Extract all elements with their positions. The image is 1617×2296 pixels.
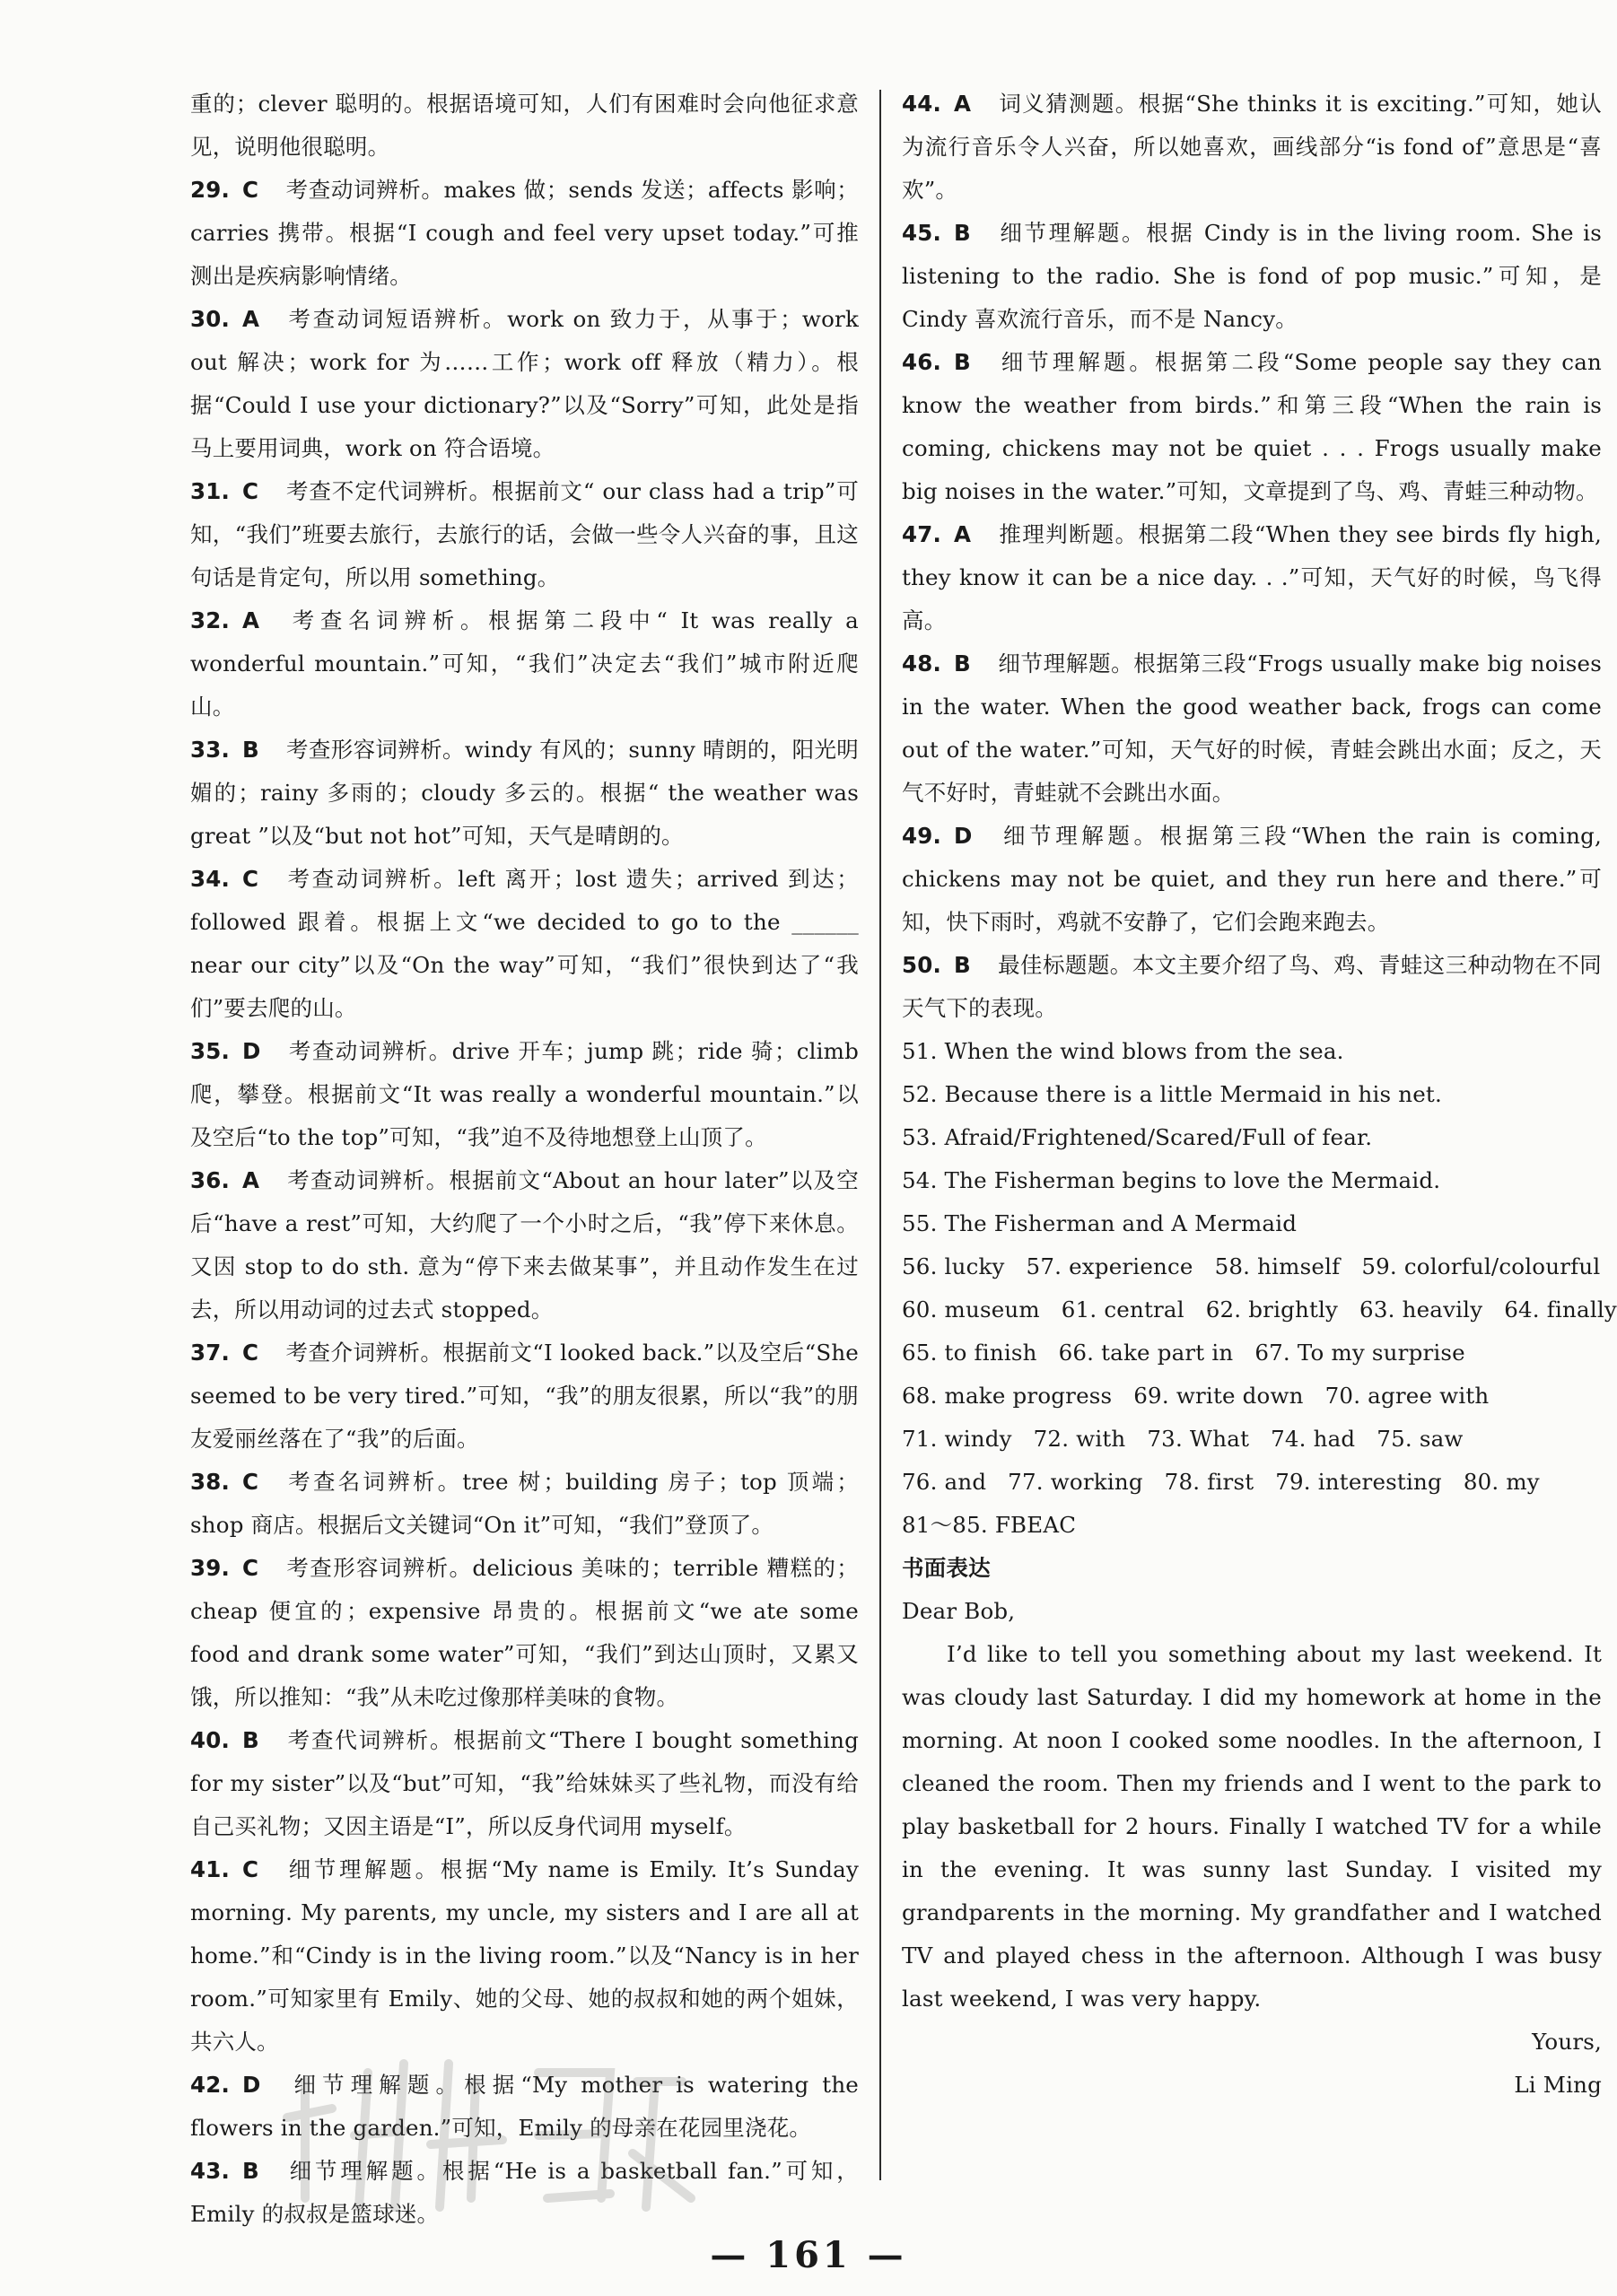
- answer-letter: A: [242, 1167, 260, 1193]
- answer-item: [190, 83, 859, 169]
- answer-item: [902, 642, 1602, 815]
- letter-closing: Yours,: [1532, 2029, 1602, 2055]
- answer-item: [190, 1848, 859, 2064]
- answer-letter: A: [242, 306, 260, 332]
- answer-letter: D: [242, 1038, 261, 1064]
- answer-item: [190, 1547, 859, 1719]
- answer-letter: C: [242, 177, 259, 203]
- answer-text: 细节理解题。根据第二段“Some people say they can know the weather from birds.”和第三段“When the rain is coming, chickens may not be quiet . . . Frogs usually make big noises in the water.”可知，文章提到了鸟、鸡、青蛙三种动物。: [902, 349, 1602, 504]
- short-answer: 55. The Fisherman and A Mermaid: [902, 1210, 1298, 1236]
- answer-item: [190, 298, 859, 470]
- answer-text: 考查不定代词辨析。根据前文“ our class had a trip”可知，“我们”班要去旅行，去旅行的话，会做一些令人兴奋的事，且这句话是肯定句，所以用 something。: [190, 478, 859, 590]
- answer-text: 细节理解题。根据 Cindy is in the living room. She is listening to the radio. She is fond of pop music.”可知，是 Cindy 喜欢流行音乐，而不是 Nancy。: [902, 220, 1602, 332]
- answer-text: 考查动词辨析。根据前文“About an hour later”以及空后“have a rest”可知，大约爬了一个小时之后，“我”停下来休息。又因 stop to do sth. 意为“停下来去做某事”，并且动作发生在过去，所以用动词的过去式 stopped。: [190, 1167, 859, 1323]
- question-number: 45.: [902, 220, 942, 246]
- left-column: [190, 83, 859, 2236]
- word-answer-row: 60. museum 61. central 62. brightly 63. heavily 64. finally: [902, 1296, 1617, 1323]
- answer-item: [190, 599, 859, 729]
- answer-item: [190, 1461, 859, 1547]
- answer-letter: C: [242, 478, 259, 504]
- answer-item: [902, 513, 1602, 642]
- question-number: 36.: [190, 1167, 231, 1193]
- answer-item: [190, 470, 859, 599]
- answer-text: 细节理解题。根据“My mother is watering the flowers in the garden.”可知，Emily 的母亲在花园里浇花。: [190, 2072, 859, 2141]
- answer-item: [190, 2064, 859, 2150]
- answer-text: 词义猜测题。根据“She thinks it is exciting.”可知，她认为流行音乐令人兴奋，所以她喜欢，画线部分“is fond of”意思是“喜欢”。: [902, 91, 1602, 203]
- answer-letter: B: [954, 650, 971, 677]
- question-number: 34.: [190, 866, 231, 892]
- answer-text: 细节理解题。根据第三段“Frogs usually make big noises in the water. When the good weather back, frogs can come out of the water.”可知，天气好的时候，青蛙会跳出水面；反之，天气不好时，青蛙就不会跳出水面。: [902, 650, 1602, 806]
- answer-letter: B: [954, 220, 971, 246]
- answer-item: [190, 1331, 859, 1461]
- word-answer-row: 71. windy 72. with 73. What 74. had 75. saw: [902, 1426, 1464, 1452]
- letter-body: I’d like to tell you something about my last weekend. It was cloudy last Saturday. I did my homework at home in the morning. At noon I cooked some noodles. In the afternoon, I cleaned the room. Then my friends and I went to the park to play basketball for 2 hours. Finally I watched TV for a while in the evening. It was sunny last Sunday. I visited my grandparents in the morning. My grandfather and I watched TV and played chess in the afternoon. Although I was busy last weekend, I was very happy.: [902, 1641, 1602, 2012]
- answer-text: 考查动词辨析。drive 开车；jump 跳；ride 骑；climb 爬，攀登。根据前文“It was really a wonderful mountain.”以及空后“to the top”可知，“我”迫不及待地想登上山顶了。: [190, 1038, 859, 1150]
- answer-item: [902, 341, 1602, 513]
- answer-item: [902, 212, 1602, 341]
- answer-letter: C: [242, 1340, 259, 1366]
- question-number: 44.: [902, 91, 942, 117]
- answer-letter: C: [242, 1555, 259, 1581]
- answer-item: [190, 169, 859, 298]
- answer-text: 细节理解题。根据第三段“When the rain is coming, chickens may not be quiet, and they run here and there.”可知，快下雨时，鸡就不安静了，它们会跑来跑去。: [902, 823, 1602, 935]
- answer-text: 考查动词短语辨析。work on 致力于，从事于；work out 解决；work for 为……工作；work off 释放（精力）。根据“Could I use your dictionary?”以及“Sorry”可知，此处是指马上要用词典，work on 符合语境。: [190, 306, 859, 461]
- answer-text: 考查形容词辨析。delicious 美味的；terrible 糟糕的；cheap 便宜的；expensive 昂贵的。根据前文“we ate some food and drank some water”可知，“我们”到达山顶时，又累又饿，所以推知：“我”从未吃过像那样美味的食物。: [190, 1555, 859, 1710]
- answer-text: 考查动词辨析。left 离开；lost 遗失；arrived 到达；followed 跟着。根据上文“we decided to go to the ______ near our city”以及“On the way”可知，“我们”很快到达了“我们”要去爬的山。: [190, 866, 859, 1021]
- question-number: 49.: [902, 823, 942, 849]
- answer-text: 考查介词辨析。根据前文“I looked back.”以及空后“She seemed to be very tired.”可知，“我”的朋友很累，所以“我”的朋友爱丽丝落在了“我”的后面。: [190, 1340, 859, 1452]
- question-number: 48.: [902, 650, 942, 677]
- word-answer-row: 65. to finish 66. take part in 67. To my surprise: [902, 1340, 1465, 1366]
- answer-item: [190, 729, 859, 858]
- answer-letter: B: [242, 2158, 259, 2184]
- writing-section-title: 书面表达: [902, 1555, 991, 1581]
- answer-text: 考查形容词辨析。windy 有风的；sunny 晴朗的，阳光明媚的；rainy 多雨的；cloudy 多云的。根据“ the weather was great ”以及“but not hot”可知，天气是晴朗的。: [190, 737, 859, 849]
- short-answer: 51. When the wind blows from the sea.: [902, 1038, 1344, 1064]
- answer-letter: B: [954, 952, 971, 978]
- answer-letter: A: [242, 607, 260, 633]
- answer-letter: B: [954, 349, 971, 375]
- short-answer: 53. Afraid/Frightened/Scared/Full of fear.: [902, 1124, 1373, 1150]
- answer-item: [190, 858, 859, 1030]
- question-number: 38.: [190, 1469, 231, 1495]
- answer-letter: C: [242, 1469, 259, 1495]
- answer-text: 重的；clever 聪明的。根据语境可知，人们有困难时会向他征求意见，说明他很聪明。: [190, 91, 859, 160]
- answer-item: [190, 1030, 859, 1159]
- page-number: — 161 —: [710, 2234, 907, 2276]
- question-number: 41.: [190, 1856, 231, 1882]
- question-number: 47.: [902, 521, 942, 547]
- answer-letter: B: [242, 1727, 259, 1753]
- letter-greeting: Dear Bob,: [902, 1598, 1016, 1624]
- answer-letter: D: [954, 823, 973, 849]
- question-number: 35.: [190, 1038, 231, 1064]
- answer-text: 考查动词辨析。makes 做；sends 发送；affects 影响；carries 携带。根据“I cough and feel very upset today.”可推测出是疾病影响情绪。: [190, 177, 859, 289]
- question-number: 32.: [190, 607, 231, 633]
- answer-text: 最佳标题题。本文主要介绍了鸟、鸡、青蛙这三种动物在不同天气下的表现。: [902, 952, 1602, 1021]
- question-number: 42.: [190, 2072, 231, 2098]
- column-divider: [879, 90, 881, 2180]
- answer-item: [902, 944, 1602, 1030]
- question-number: 29.: [190, 177, 231, 203]
- question-number: 33.: [190, 737, 231, 763]
- question-number: 40.: [190, 1727, 231, 1753]
- answer-text: 细节理解题。根据“My name is Emily. It’s Sunday morning. My parents, my uncle, my sisters and I are all at home.”和“Cindy is in the living room.”以及“Nancy is in her room.”可知家里有 Emily、她的父母、她的叔叔和她的两个姐妹，共六人。: [190, 1856, 859, 2055]
- question-number: 50.: [902, 952, 942, 978]
- answer-letter: D: [242, 2072, 261, 2098]
- question-number: 39.: [190, 1555, 231, 1581]
- answer-letter: B: [242, 737, 259, 763]
- right-column: [902, 83, 1617, 2107]
- answer-letter: A: [954, 521, 972, 547]
- answer-letter: A: [954, 91, 972, 117]
- letter-signature: Li Ming: [1514, 2072, 1602, 2098]
- question-number: 30.: [190, 306, 231, 332]
- answer-item: [902, 815, 1602, 944]
- answer-text: 考查名词辨析。根据第二段中“ It was really a wonderful mountain.”可知，“我们”决定去“我们”城市附近爬山。: [190, 607, 859, 720]
- answer-letter: C: [242, 1856, 259, 1882]
- answer-item: [190, 1719, 859, 1848]
- question-number: 43.: [190, 2158, 231, 2184]
- answer-text: 考查名词辨析。tree 树；building 房子；top 顶端；shop 商店。根据后文关键词“On it”可知，“我们”登顶了。: [190, 1469, 859, 1538]
- word-answer-row: 68. make progress 69. write down 70. agree with: [902, 1383, 1490, 1409]
- answer-item: [190, 1159, 859, 1331]
- word-answer-row: 81～85. FBEAC: [902, 1512, 1077, 1538]
- answer-letter: C: [242, 866, 259, 892]
- question-number: 46.: [902, 349, 942, 375]
- short-answer: 54. The Fisherman begins to love the Mermaid.: [902, 1167, 1441, 1193]
- question-number: 31.: [190, 478, 231, 504]
- answer-text: 推理判断题。根据第二段“When they see birds fly high, they know it can be a nice day. . .”可知，天气好的时候，鸟飞得高。: [902, 521, 1602, 633]
- answer-item: [902, 83, 1602, 212]
- word-answer-row: 76. and 77. working 78. first 79. interesting 80. my: [902, 1469, 1540, 1495]
- answer-item: [190, 2150, 859, 2236]
- answer-text: 细节理解题。根据“He is a basketball fan.”可知，Emily 的叔叔是篮球迷。: [190, 2158, 859, 2227]
- word-answer-row: 56. lucky 57. experience 58. himself 59. colorful/colourful: [902, 1253, 1601, 1279]
- question-number: 37.: [190, 1340, 231, 1366]
- answer-text: 考查代词辨析。根据前文“There I bought something for my sister”以及“but”可知，“我”给妹妹买了些礼物，而没有给自己买礼物；又因主语是“I”，所以反身代词用 myself。: [190, 1727, 859, 1839]
- short-answer: 52. Because there is a little Mermaid in his net.: [902, 1081, 1442, 1107]
